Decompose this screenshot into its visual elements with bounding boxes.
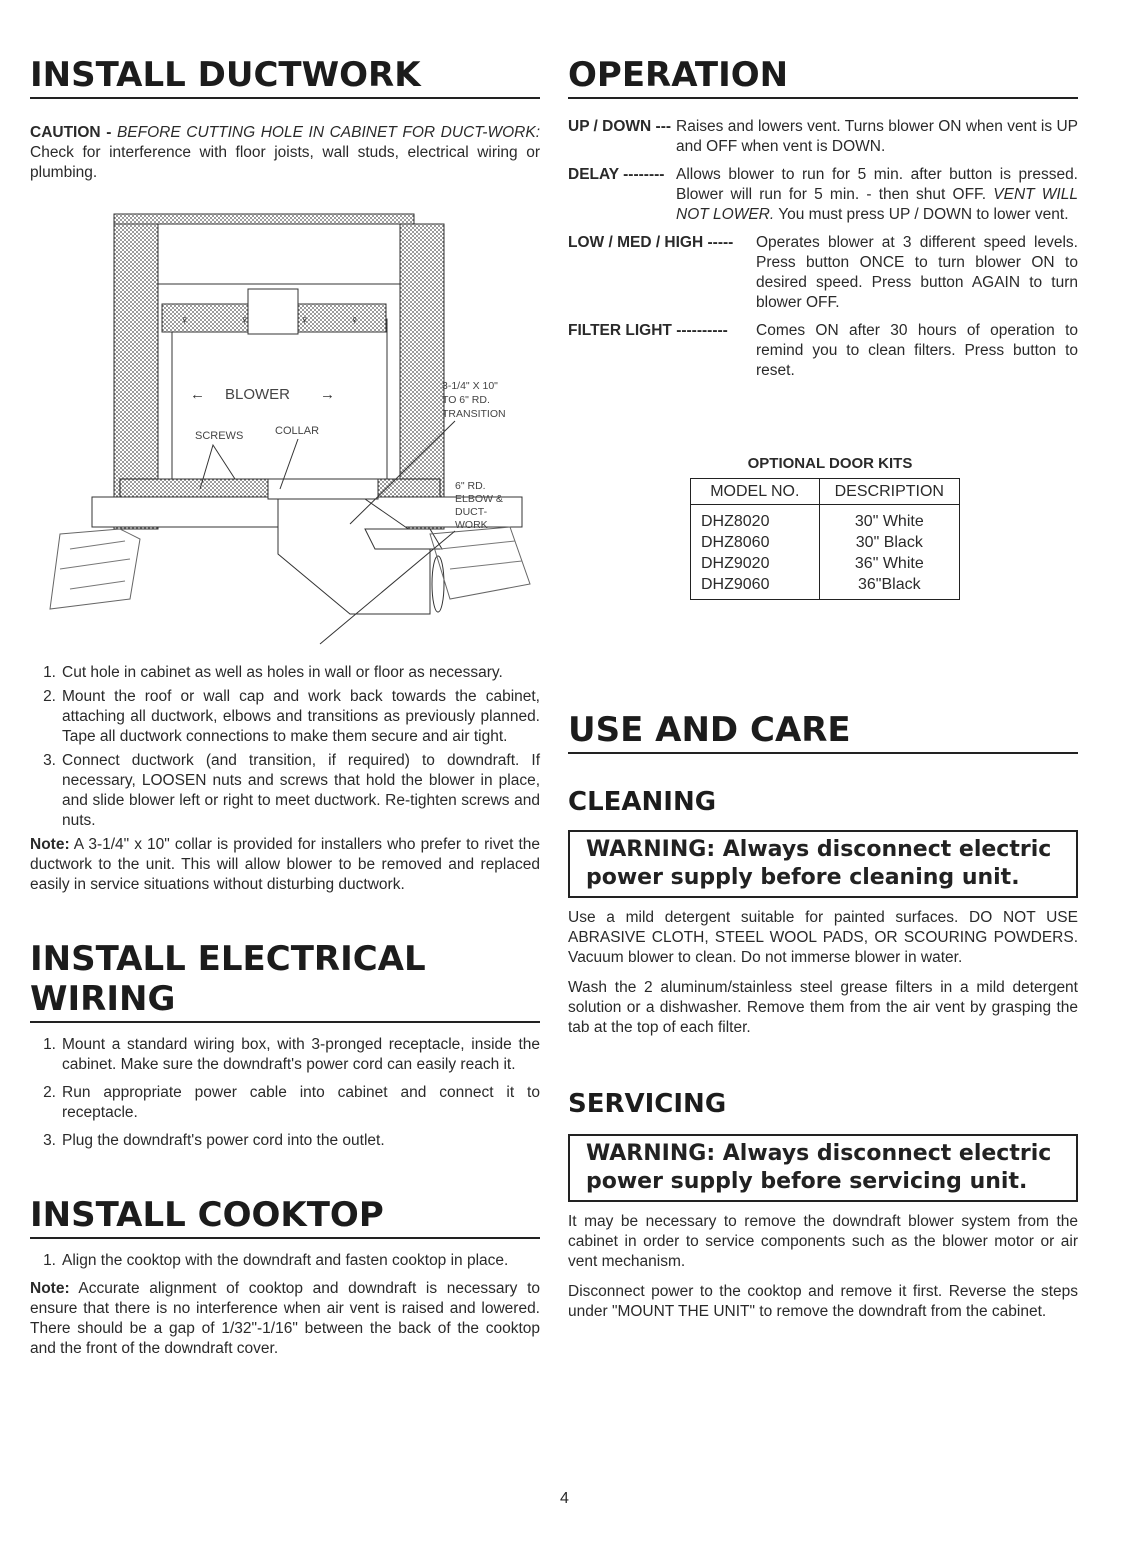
- transition-label-3: TRANSITION: [442, 408, 506, 420]
- svg-text:♀: ♀: [350, 313, 359, 327]
- cabinet-top: [114, 214, 414, 224]
- left-column: [30, 55, 540, 1359]
- svg-text:♀: ♀: [300, 313, 309, 327]
- collar-label: COLLAR: [275, 425, 320, 437]
- elbow-label-3: DUCT-: [455, 506, 488, 518]
- cooktop-note: Note: Accurate alignment of cooktop and downdraft is necessary to ensure that there is no interference when air vent is raised and lowered. There should be a gap of 1/32"-1/16" between the back of the cooktop and the front of the downdraft cover.: [30, 1280, 540, 1357]
- table-row: DHZ9060 36"Black: [691, 574, 960, 600]
- svg-text:←: ←: [190, 386, 205, 403]
- operation-item-filter-light: FILTER LIGHT ---------- Comes ON after 30 hours of operation to remind you to clean filters. Press button to reset.: [568, 322, 1078, 379]
- install-cooktop-heading: INSTALL COOKTOP: [30, 1195, 540, 1239]
- svg-text:♀: ♀: [180, 313, 189, 327]
- electrical-steps: [30, 1035, 540, 1151]
- header-description: DESCRIPTION: [819, 479, 959, 505]
- transition-label-2: TO 6" RD.: [442, 394, 490, 406]
- ductwork-diagram: [30, 189, 540, 659]
- blower-label: BLOWER: [225, 386, 291, 403]
- list-item: 2. Mount the roof or wall cap and work back towards the cabinet, attaching all ductwork, elbows and transitions as previously planned. Tape all ductwork connections to make them secure and air tight.: [43, 688, 540, 745]
- table-row: DHZ8020 30" White: [691, 505, 960, 533]
- page-number: 4: [560, 1490, 569, 1507]
- caution-label: CAUTION -: [30, 124, 117, 141]
- cleaning-heading: CLEANING: [568, 787, 717, 817]
- cleaning-paragraph-1: Use a mild detergent suitable for painted surfaces. DO NOT USE ABRASIVE CLOTH, STEEL WOOL PADS, OR SCOURING POWDERS. Vacuum blower to clean. Do not immerse blower in water.: [568, 909, 1078, 966]
- operation-item-delay: DELAY -------- Allows blower to run for 5 min. after button is pressed. Blower will run for 5 min. - then shut OFF. VENT WILL NOT LOWER. You must press UP / DOWN to lower vent.: [568, 166, 1078, 223]
- list-item: 1. Cut hole in cabinet as well as holes in wall or floor as necessary.: [43, 664, 503, 681]
- door-kits: [690, 455, 960, 600]
- install-electrical-heading: INSTALL ELECTRICAL WIRING: [30, 939, 540, 1023]
- caution-text: Check for interference with floor joists, wall studs, electrical wiring or plumbing.: [30, 144, 540, 181]
- list-item: 3. Connect ductwork (and transition, if required) to downdraft. If necessary, LOOSEN nuts and screws that hold the blower in place, and slide blower left or right to meet ductwork. Re-tighten screws and nuts.: [43, 752, 540, 829]
- ductwork-steps: [30, 663, 540, 831]
- caution-paragraph: [30, 123, 540, 183]
- door-kits-title: OPTIONAL DOOR KITS: [747, 455, 913, 472]
- svg-text:→: →: [320, 386, 335, 403]
- list-item: 1. Mount a standard wiring box, with 3-pronged receptacle, inside the cabinet. Make sure the downdraft's power cord can easily reach it.: [43, 1036, 540, 1073]
- use-and-care-heading: USE AND CARE: [568, 710, 1078, 754]
- right-column: [568, 55, 1078, 1322]
- table-row: DHZ9020 36" White: [691, 553, 960, 574]
- elbow-label-2: ELBOW &: [455, 493, 503, 505]
- servicing-paragraph-1: It may be necessary to remove the downdraft blower system from the cabinet in order to service components such as the blower motor or air vent mechanism.: [568, 1213, 1078, 1270]
- servicing-heading: SERVICING: [568, 1089, 727, 1119]
- list-item: 3. Plug the downdraft's power cord into the outlet.: [43, 1132, 385, 1149]
- table-row: DHZ8060 30" Black: [691, 532, 960, 553]
- table-header-row: [691, 479, 960, 505]
- header-model: MODEL NO.: [691, 479, 820, 505]
- transition-label-1: 3-1/4" X 10": [442, 380, 498, 392]
- elbow-label-1: 6" RD.: [455, 480, 486, 492]
- install-ductwork-heading: INSTALL DUCTWORK: [30, 55, 540, 99]
- door-kits-table: [690, 478, 960, 600]
- list-item: 2. Run appropriate power cable into cabinet and connect it to receptacle.: [43, 1084, 540, 1121]
- caution-italic: BEFORE CUTTING HOLE IN CABINET FOR DUCT-WORK:: [116, 124, 540, 141]
- operation-item-speed: LOW / MED / HIGH ----- Operates blower at 3 different speed levels. Press button ONCE to turn blower ON to desired speed. Press button AGAIN to turn blower OFF.: [568, 234, 1078, 311]
- svg-text:♀: ♀: [240, 313, 249, 327]
- servicing-warning: WARNING: Always disconnect electric power supply before servicing unit.: [568, 1134, 1078, 1202]
- screws-label: SCREWS: [195, 430, 244, 442]
- operation-item-up-down: UP / DOWN --- Raises and lowers vent. Turns blower ON when vent is UP and OFF when vent is DOWN.: [568, 118, 1078, 155]
- cooktop-steps: [30, 1251, 540, 1271]
- cleaning-warning: WARNING: Always disconnect electric power supply before cleaning unit.: [568, 830, 1078, 898]
- operation-heading: OPERATION: [568, 55, 1078, 99]
- ductwork-note: Note: A 3-1/4" x 10" collar is provided for installers who prefer to rivet the ductwork to the unit. This will allow blower to be removed and replaced easily in service situations without disturbing ductwork.: [30, 836, 540, 893]
- cleaning-paragraph-2: Wash the 2 aluminum/stainless steel grease filters in a mild detergent solution or a dishwasher. Remove them from the air vent by grasping the tab at the top of each filter.: [568, 979, 1078, 1036]
- operation-list: [568, 117, 1078, 381]
- list-item: 1. Align the cooktop with the downdraft and fasten cooktop in place.: [43, 1252, 509, 1269]
- elbow-label-4: WORK: [455, 519, 488, 531]
- servicing-paragraph-2: Disconnect power to the cooktop and remove it first. Reverse the steps under "MOUNT THE UNIT" to remove the downdraft from the cabinet.: [568, 1283, 1078, 1320]
